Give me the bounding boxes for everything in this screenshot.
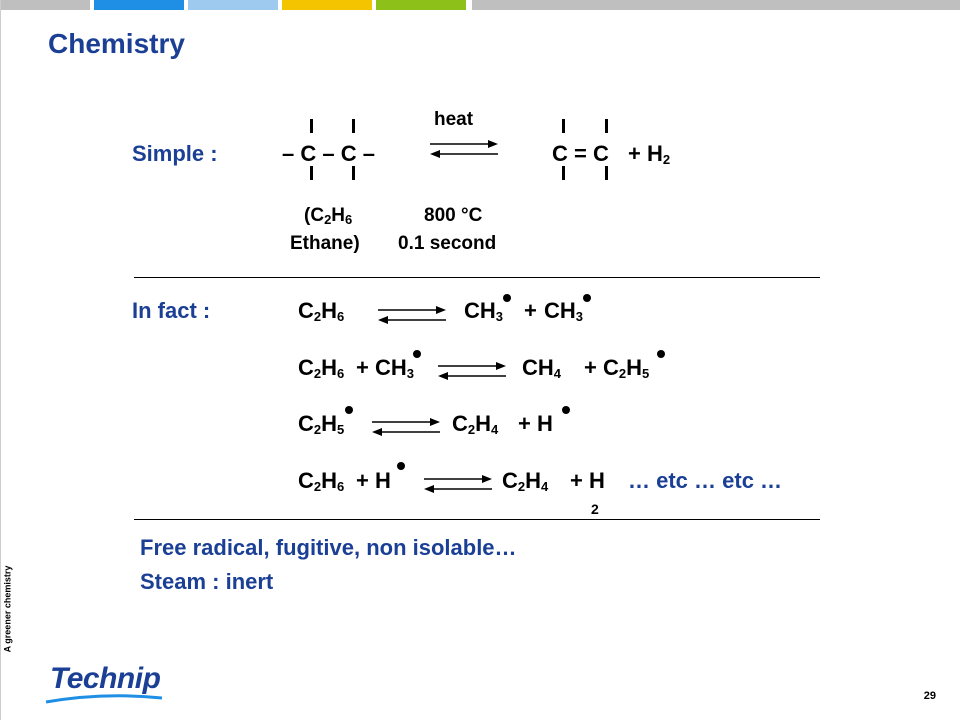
slide-title: Chemistry [48,28,185,59]
technip-logo: Technip [50,662,161,695]
condition-heat: heat [434,109,474,130]
r2-product-2: + $C_2H_5$ [584,355,650,381]
bond-down-c1 [310,166,313,180]
etc-text: … etc … etc … [628,468,783,493]
r2-radical-dot-2 [657,350,665,358]
simple-label: Simple : [132,141,218,166]
bond-up-e2 [605,119,608,133]
r2-reactant-2: $CH_3$ [375,355,415,381]
r2-arrow [436,360,508,382]
r1-plus: + [524,298,537,323]
condition-time: 0.1 second [398,233,497,254]
r4-arrow [422,473,494,495]
r3-plus-h: + H [518,411,553,436]
r1-product-2: $CH_3$ [544,298,584,324]
r3-radical-dot-2 [562,406,570,414]
r2-radical-dot-1 [413,350,421,358]
r2-reactant: $C_2H_6$ [298,355,345,381]
r2-plus: + [356,355,369,380]
top-bar-blue [94,0,184,10]
r1-radical-dot-1 [503,294,511,302]
r4-h2-subscript: 2 [591,501,599,517]
bond-up-c1 [310,119,313,133]
top-bar-grey-left [0,0,90,10]
r4-plus-h: + H [356,468,391,493]
top-bar-grey-right [472,0,960,10]
ethane-name: Ethane) [290,233,360,254]
ethane-formula: ($C_2H_6$ [304,205,353,227]
hydrogen-product: + $H_2$ [628,141,671,167]
r1-arrow [376,304,448,326]
r3-arrow [370,416,442,438]
bond-up-c2 [352,119,355,133]
equilibrium-arrow-simple [428,138,500,160]
side-tagline: A greener chemistry [2,565,13,653]
r3-product-1: $C_2H_4$ [452,411,499,437]
left-edge-line [0,0,1,720]
r1-product-1: $CH_3$ [464,298,504,324]
note-steam: Steam : inert [140,569,274,594]
r4-reactant: $C_2H_6$ [298,468,345,494]
note-free-radical: Free radical, fugitive, non isolable… [140,535,517,560]
r1-reactant: $C_2H_6$ [298,298,345,324]
divider-bottom [134,519,820,520]
bond-down-c2 [352,166,355,180]
r2-product-1: $CH_4$ [522,355,562,381]
r3-reactant: $C_2H_5$ [298,411,345,437]
r4-radical-dot [397,462,405,470]
top-bar-yellow [282,0,372,10]
bond-down-e2 [605,166,608,180]
logo-swoosh-icon [44,692,164,706]
page-number: 29 [923,690,936,702]
top-bar-light-blue [188,0,278,10]
top-bar-green [376,0,466,10]
bond-down-e1 [562,166,565,180]
ethane-structure: – C – C – [282,141,375,166]
divider-top [134,277,820,278]
r3-radical-dot-1 [345,406,353,414]
ethylene-structure: C = C [552,141,609,166]
r4-plus-h2: + H [570,468,605,493]
r1-radical-dot-2 [583,294,591,302]
r4-product-1: $C_2H_4$ [502,468,549,494]
condition-temperature: 800 °C [424,205,483,226]
in-fact-label: In fact : [132,298,211,323]
bond-up-e1 [562,119,565,133]
